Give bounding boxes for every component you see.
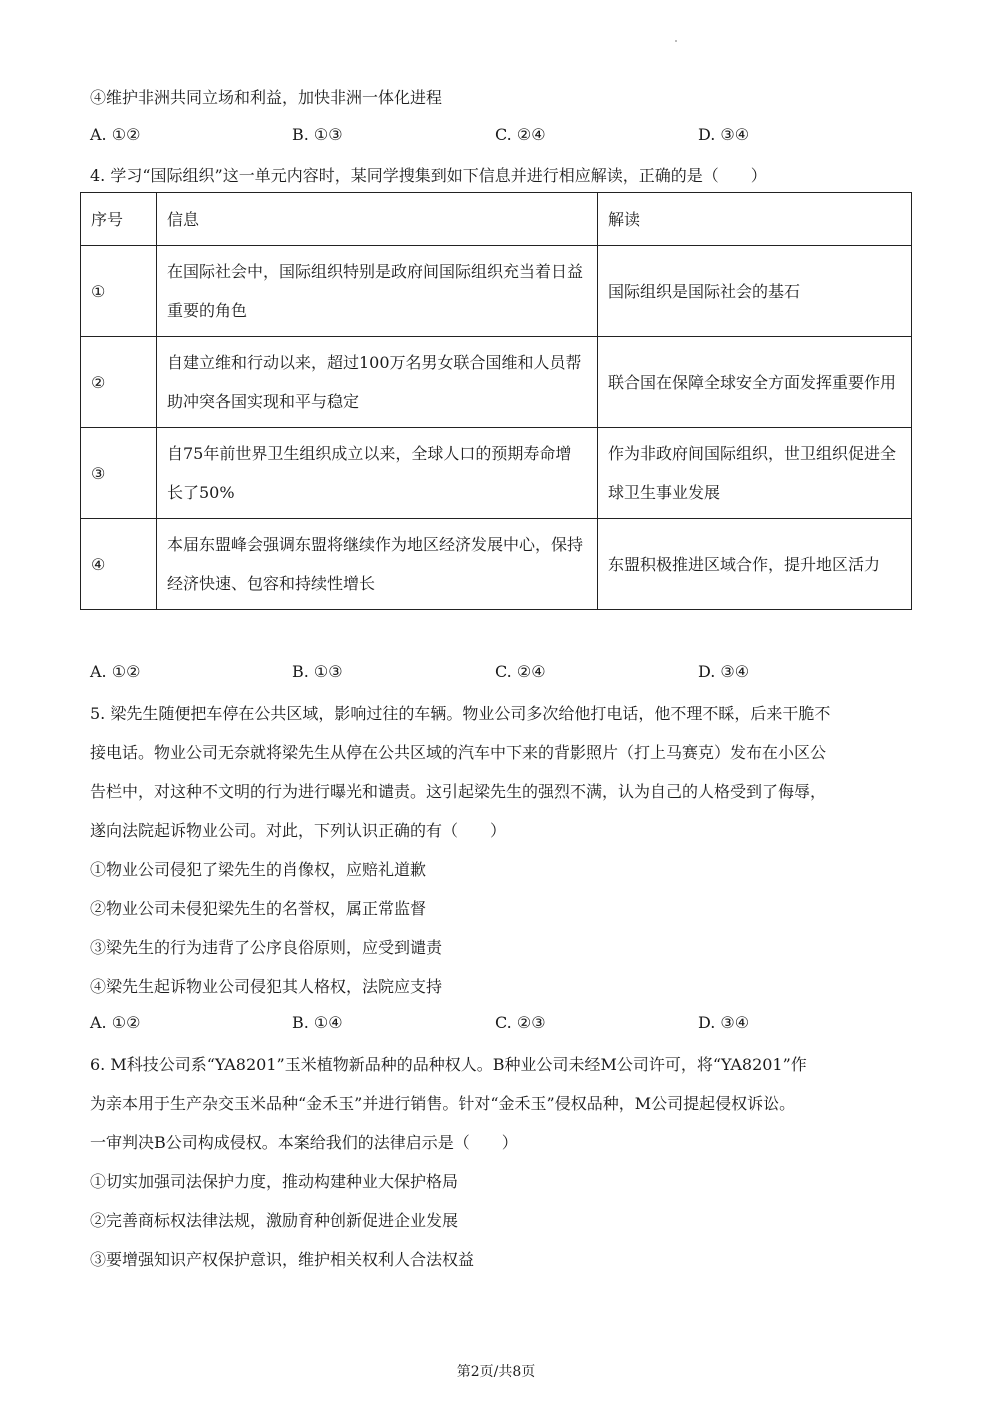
q5-item-4: ④梁先生起诉物业公司侵犯其人格权，法院应支持 <box>90 977 443 996</box>
q6-item-2: ②完善商标权法律法规，激励育种创新促进企业发展 <box>90 1211 459 1230</box>
q3-option-c[interactable]: C. ②④ <box>495 125 546 144</box>
row-number: ③ <box>81 428 157 519</box>
q5-item-1: ①物业公司侵犯了梁先生的肖像权，应赔礼道歉 <box>90 860 427 879</box>
row-info: 本届东盟峰会强调东盟将继续作为地区经济发展中心，保持经济快速、包容和持续性增长 <box>157 519 598 610</box>
q5-option-c[interactable]: C. ②③ <box>495 1013 546 1032</box>
q6-stem-line: 6. M科技公司系“YA8201”玉米植物新品种的品种权人。B种业公司未经M公司许可，将“YA8201”作 <box>90 1055 807 1074</box>
q4-option-a[interactable]: A. ①② <box>90 662 141 681</box>
table-row <box>81 246 912 337</box>
row-info: 在国际社会中，国际组织特别是政府间国际组织充当着日益重要的角色 <box>157 246 598 337</box>
row-number: ② <box>81 337 157 428</box>
row-reading: 东盟积极推进区域合作，提升地区活力 <box>598 519 912 610</box>
table-header-row <box>81 193 912 246</box>
row-reading: 联合国在保障全球安全方面发挥重要作用 <box>598 337 912 428</box>
q4-table <box>80 192 912 610</box>
q4-option-b[interactable]: B. ①③ <box>292 662 343 681</box>
q6-stem-line: 为亲本用于生产杂交玉米品种“金禾玉”并进行销售。针对“金禾玉”侵权品种，M公司提起侵权诉讼。 <box>90 1094 796 1113</box>
row-reading: 国际组织是国际社会的基石 <box>598 246 912 337</box>
q5-option-b[interactable]: B. ①④ <box>292 1013 343 1032</box>
q5-stem-line: 遂向法院起诉物业公司。对此，下列认识正确的有（ ） <box>90 821 507 840</box>
row-reading: 作为非政府间国际组织，世卫组织促进全球卫生事业发展 <box>598 428 912 519</box>
q3-option-d[interactable]: D. ③④ <box>698 125 750 144</box>
q4-option-c[interactable]: C. ②④ <box>495 662 546 681</box>
q3-option-b[interactable]: B. ①③ <box>292 125 343 144</box>
q5-stem-line: 告栏中，对这种不文明的行为进行曝光和谴责。这引起梁先生的强烈不满，认为自己的人格受到了侮辱， <box>90 782 827 801</box>
row-number: ① <box>81 246 157 337</box>
header-info: 信息 <box>157 193 598 246</box>
q3-option-a[interactable]: A. ①② <box>90 125 141 144</box>
table-row <box>81 428 912 519</box>
row-info: 自75年前世界卫生组织成立以来，全球人口的预期寿命增长了50% <box>157 428 598 519</box>
q5-option-d[interactable]: D. ③④ <box>698 1013 750 1032</box>
q5-stem-line: 接电话。物业公司无奈就将梁先生从停在公共区域的汽车中下来的背影照片（打上马赛克）发布在小区公 <box>90 743 827 762</box>
row-number: ④ <box>81 519 157 610</box>
q5-item-2: ②物业公司未侵犯梁先生的名誉权，属正常监督 <box>90 899 427 918</box>
header-number: 序号 <box>81 193 157 246</box>
q5-item-3: ③梁先生的行为违背了公序良俗原则，应受到谴责 <box>90 938 443 957</box>
q5-stem-line: 5. 梁先生随便把车停在公共区域，影响过往的车辆。物业公司多次给他打电话，他不理不睬，后来干脆不 <box>90 704 831 723</box>
q5-options <box>90 1013 920 1035</box>
scan-dot <box>675 40 677 42</box>
q4-option-d[interactable]: D. ③④ <box>698 662 750 681</box>
q4-stem: 4. 学习“国际组织”这一单元内容时，某同学搜集到如下信息并进行相应解读，正确的是（ ） <box>90 166 767 185</box>
q6-stem-line: 一审判决B公司构成侵权。本案给我们的法律启示是（ ） <box>90 1133 518 1152</box>
q6-item-3: ③要增强知识产权保护意识，维护相关权利人合法权益 <box>90 1250 475 1269</box>
page-number: 第2页/共8页 <box>456 1364 536 1380</box>
row-info: 自建立维和行动以来，超过100万名男女联合国维和人员帮助冲突各国实现和平与稳定 <box>157 337 598 428</box>
header-reading: 解读 <box>598 193 912 246</box>
q4-options <box>90 662 920 684</box>
q6-item-1: ①切实加强司法保护力度，推动构建种业大保护格局 <box>90 1172 459 1191</box>
q3-options <box>90 125 920 147</box>
q5-option-a[interactable]: A. ①② <box>90 1013 141 1032</box>
table-row <box>81 337 912 428</box>
table-row <box>81 519 912 610</box>
q3-item-4: ④维护非洲共同立场和利益，加快非洲一体化进程 <box>90 88 443 107</box>
